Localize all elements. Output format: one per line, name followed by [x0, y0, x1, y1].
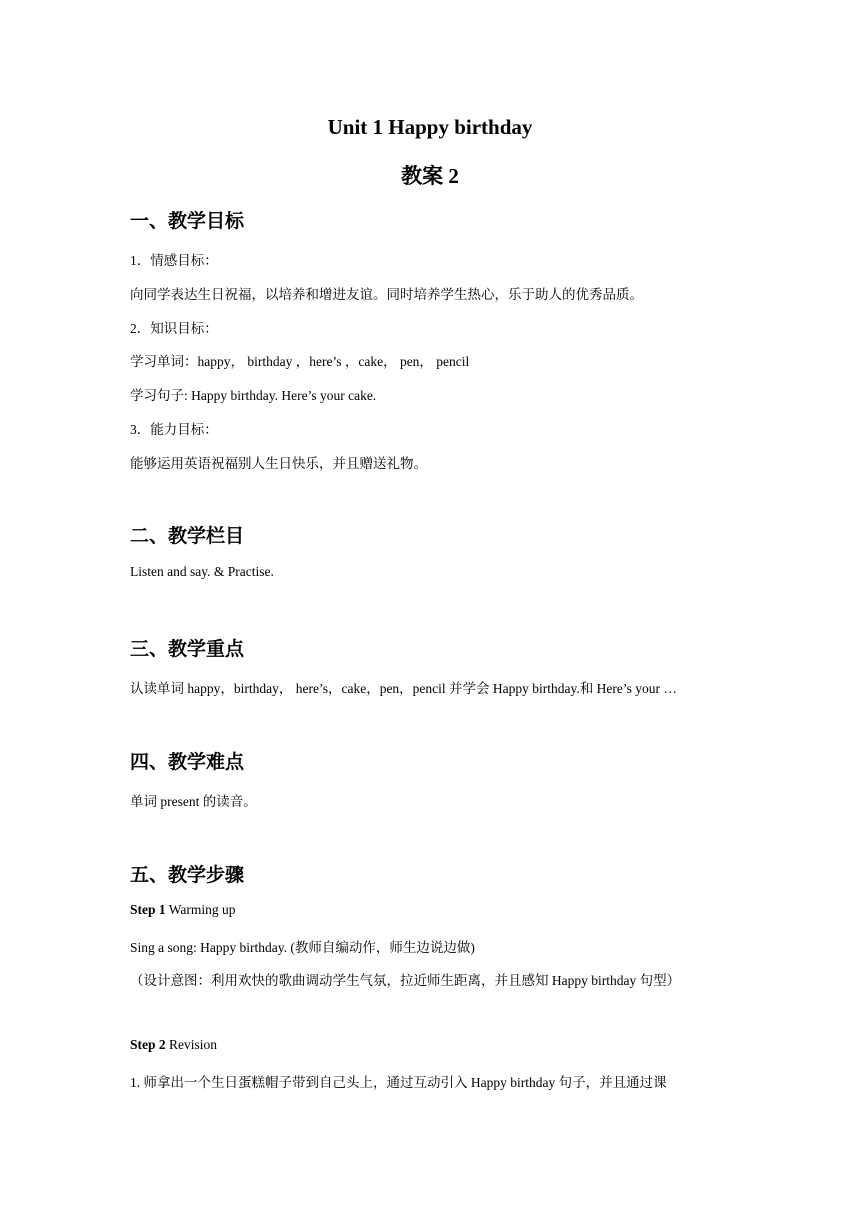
section-heading-objectives: 一、教学目标	[130, 211, 245, 232]
step2-title: Revision	[165, 1037, 218, 1052]
objective-knowledge-words: 学习单词：happy， birthday ，here’s ，cake， pen， pencil	[130, 354, 470, 369]
objective-knowledge-sentences: 学习句子: Happy birthday. Here’s your cake.	[130, 388, 377, 403]
objective-ability-label: 3．能力目标：	[130, 422, 218, 437]
section-heading-difficulties: 四、教学难点	[130, 752, 245, 773]
objective-emotional-label: 1．情感目标：	[130, 253, 218, 268]
section-heading-key-points: 三、教学重点	[130, 639, 245, 660]
document-title: Unit 1 Happy birthday	[327, 115, 533, 139]
step2-item-1: 1. 师拿出一个生日蛋糕帽子带到自己头上，通过互动引入 Happy birthday 句子，并且通过课	[130, 1075, 667, 1090]
step1-title: Warming up	[165, 902, 236, 917]
step1-heading	[130, 902, 236, 918]
objective-ability-text: 能够运用英语祝福别人生日快乐，并且赠送礼物。	[130, 456, 427, 471]
step2-label: Step 2	[130, 1037, 166, 1052]
step1-design-intent: （设计意图：利用欢快的歌曲调动学生气氛，拉近师生距离，并且感知 Happy birthday 句型）	[130, 973, 681, 988]
objective-emotional-text: 向同学表达生日祝福，以培养和增进友谊。同时培养学生热心，乐于助人的优秀品质。	[130, 287, 643, 302]
step1-label: Step 1	[130, 902, 166, 917]
step2-heading	[130, 1037, 217, 1053]
section-heading-column: 二、教学栏目	[130, 526, 245, 547]
key-points-text: 认读单词 happy，birthday， here’s，cake，pen，pencil 并学会 Happy birthday.和 Here’s your …	[130, 681, 677, 696]
section-heading-steps: 五、教学步骤	[130, 865, 245, 886]
column-text: Listen and say. & Practise.	[130, 564, 274, 579]
step1-activity: Sing a song: Happy birthday. (教师自编动作，师生边说边做)	[130, 940, 475, 955]
document-subtitle: 教案 2	[401, 164, 459, 188]
objective-knowledge-label: 2．知识目标：	[130, 321, 218, 336]
difficulties-text: 单词 present 的读音。	[130, 794, 257, 809]
